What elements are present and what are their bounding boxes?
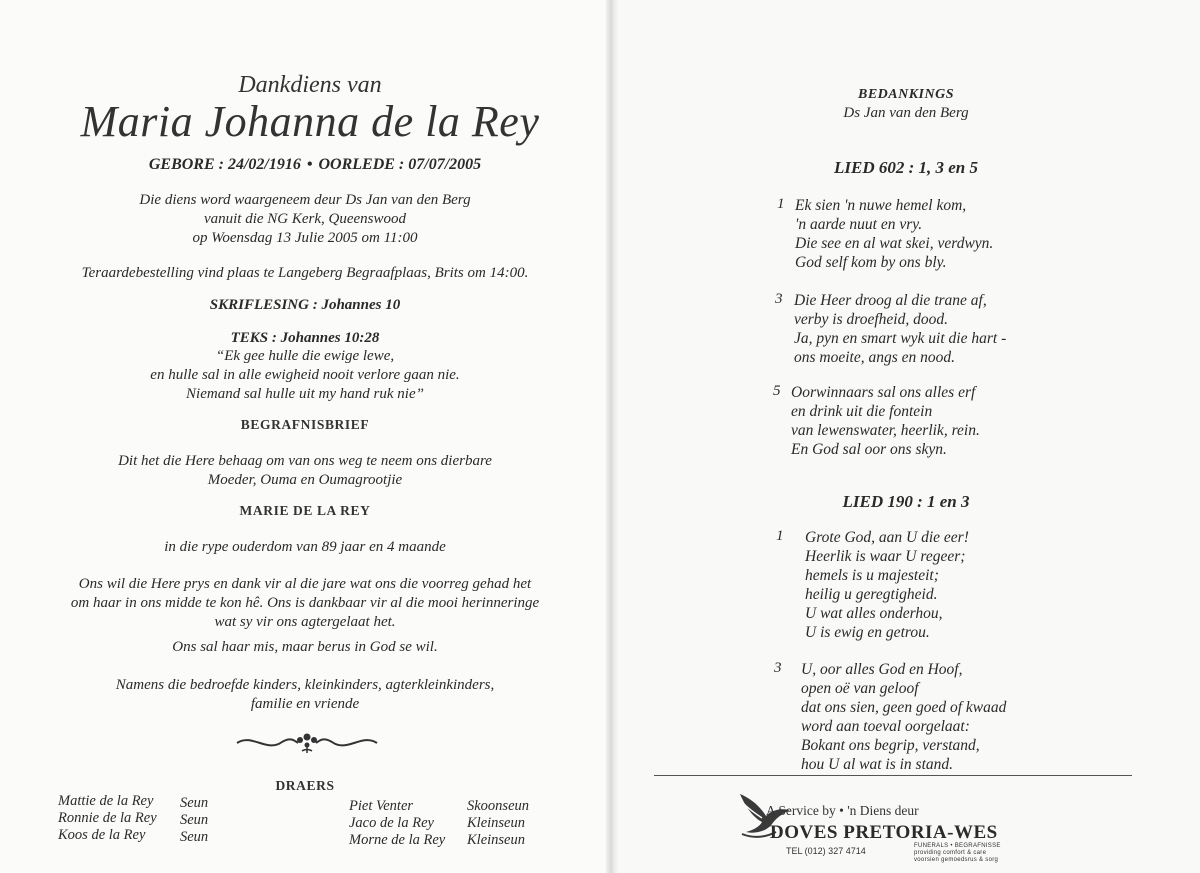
brand-tagline: providing comfort & care [914,850,987,856]
bearer-relation: Seun [180,829,209,845]
funeral-home-brand: DOVES PRETORIA-WES [770,822,998,843]
service-line: vanuit die NG Kerk, Queenswood [203,211,407,227]
bearer-name: Mattie de la Rey [58,793,154,809]
verse-line: hou U al wat is in stand. [801,756,954,773]
bearer-relation: Seun [180,812,209,828]
floral-ornament-icon [232,728,382,756]
verse-line: heilig u geregtigheid. [805,586,938,603]
verse-line: 'n aarde nuut en vry. [795,216,923,233]
date-separator: • [306,156,313,173]
brand-tagline: voorsien gemoedsrus & sorg [914,857,999,863]
hymn-190-title: LIED 190 : 1 en 3 [842,492,970,511]
service-details [20,191,590,248]
verse-line: U is ewig en getrou. [805,624,930,641]
bearers-heading: DRAERS [275,778,335,793]
hymn-verse [805,528,969,642]
verse-number: 1 [777,196,785,212]
bearers-relations-right [467,798,529,849]
bearer-name: Ronnie de la Rey [58,810,157,826]
verse-line: hemels is u majesteit; [805,567,939,584]
life-dates [90,156,540,174]
verse-line: van lewenswater, heerlik, rein. [791,422,980,439]
hymn-602-title: LIED 602 : 1, 3 en 5 [833,158,979,177]
verse-line: Grote God, aan U die eer! [805,529,969,546]
verse-line: Die Heer droog al die trane af, [794,292,987,309]
hymn-verse [801,660,1006,774]
service-by-line: A Service by • 'n Diens deur [766,803,919,818]
sermon-text-line: Niemand sal hulle uit my hand ruk nie” [186,386,424,402]
verse-line: U, oor alles God en Hoof, [801,661,963,678]
funeral-letter-heading: BEGRAFNISBRIEF [240,417,370,432]
page-fold [606,0,618,873]
hymn-verse [795,196,993,272]
birth-date: GEBORE : 24/02/1916 [148,156,301,173]
bearers-relations-left [180,795,208,846]
burial-notice: Teraardebestelling vind plaas te Langeberg Begraafplaas, Brits om 14:00. [81,265,529,281]
bearer-relation: Seun [180,795,209,811]
bearer-relation: Skoonseun [467,798,530,814]
funeral-letter [20,452,590,490]
bearer-relation: Kleinseun [467,832,525,848]
verse-line: U wat alles onderhou, [805,605,943,622]
bearer-name: Koos de la Rey [58,827,146,843]
verse-line: Bokant ons begrip, verstand, [801,737,980,754]
verse-number: 1 [776,528,784,544]
verse-line: open oë van geloof [801,680,919,697]
funeral-letter-line: Moeder, Ouma en Oumagrootjie [207,472,403,488]
family-line: Namens die bedroefde kinders, kleinkinders, agterkleinkinders, [115,677,495,693]
verse-line: God self kom by ons bly. [795,254,947,271]
bearer-name: Piet Venter [349,798,414,814]
program-subtitle: Dankdiens van [238,72,382,98]
farewell-line: Ons sal haar mis, maar berus in God se wil. [172,639,438,655]
deceased-short-name: MARIE DE LA REY [239,503,371,518]
verse-line: ons moeite, angs en nood. [794,349,956,366]
verse-line: Ja, pyn en smart wyk uit die hart - [794,330,1007,347]
verse-line: En God sal oor ons skyn. [791,441,947,458]
verse-number: 3 [775,291,783,307]
family-line: familie en vriende [250,696,360,712]
bearer-name: Morne de la Rey [349,832,446,848]
bearers-list-right [349,798,445,849]
gratitude-line: Ons wil die Here prys en dank vir al die jare wat ons die voorreg gehad het [78,576,532,592]
verse-line: verby is droefheid, dood. [794,311,948,328]
gratitude-line: om haar in ons midde te kon hê. Ons is dankbaar vir al die mooi herinneringe [70,595,540,611]
verse-line: dat ons sien, geen goed of kwaad [801,699,1007,716]
bearers-list-left [58,793,157,844]
verse-number: 3 [774,660,782,676]
verse-number: 5 [773,383,781,399]
age-statement: in die rype ouderdom van 89 jaar en 4 maande [164,539,446,555]
minister-name: Ds Jan van den Berg [843,105,969,121]
footer-divider [654,775,1132,776]
hymn-verse [794,291,1006,367]
gratitude-paragraph [20,575,590,632]
funeral-letter-line: Dit het die Here behaag om van ons weg te neem ons dierbare [118,453,492,469]
verse-line: Die see en al wat skei, verdwyn. [795,235,994,252]
gratitude-line: wat sy vir ons agtergelaat het. [214,614,396,630]
death-date: OORLEDE : 07/07/2005 [318,156,482,173]
verse-line: Heerlik is waar U regeer; [805,548,966,565]
family-signoff [20,676,590,714]
deceased-name: Maria Johanna de la Rey [80,97,540,146]
hymn-verse [791,383,980,459]
sermon-text-heading: TEKS : Johannes 10:28 [230,330,380,346]
verse-line: Ek sien 'n nuwe hemel kom, [795,197,967,214]
scripture-reading: SKRIFLESING : Johannes 10 [209,297,401,313]
sermon-text [20,347,590,404]
service-line: op Woensdag 13 Julie 2005 om 11:00 [192,230,418,246]
sermon-text-line: en hulle sal in alle ewigheid nooit verlore gaan nie. [150,367,460,383]
bearer-relation: Kleinseun [467,815,525,831]
thanks-heading: BEDANKINGS [857,87,955,102]
service-line: Die diens word waargeneem deur Ds Jan van den Berg [139,192,471,208]
bearer-name: Jaco de la Rey [349,815,434,831]
verse-line: en drink uit die fontein [791,403,933,420]
sermon-text-line: “Ek gee hulle die ewige lewe, [215,348,395,364]
verse-line: word aan toeval oorgelaat: [801,718,970,735]
verse-line: Oorwinnaars sal ons alles erf [791,384,976,401]
telephone-number: TEL (012) 327 4714 [786,846,866,856]
brand-tagline: FUNERALS • BEGRAFNISSE [914,843,1001,849]
